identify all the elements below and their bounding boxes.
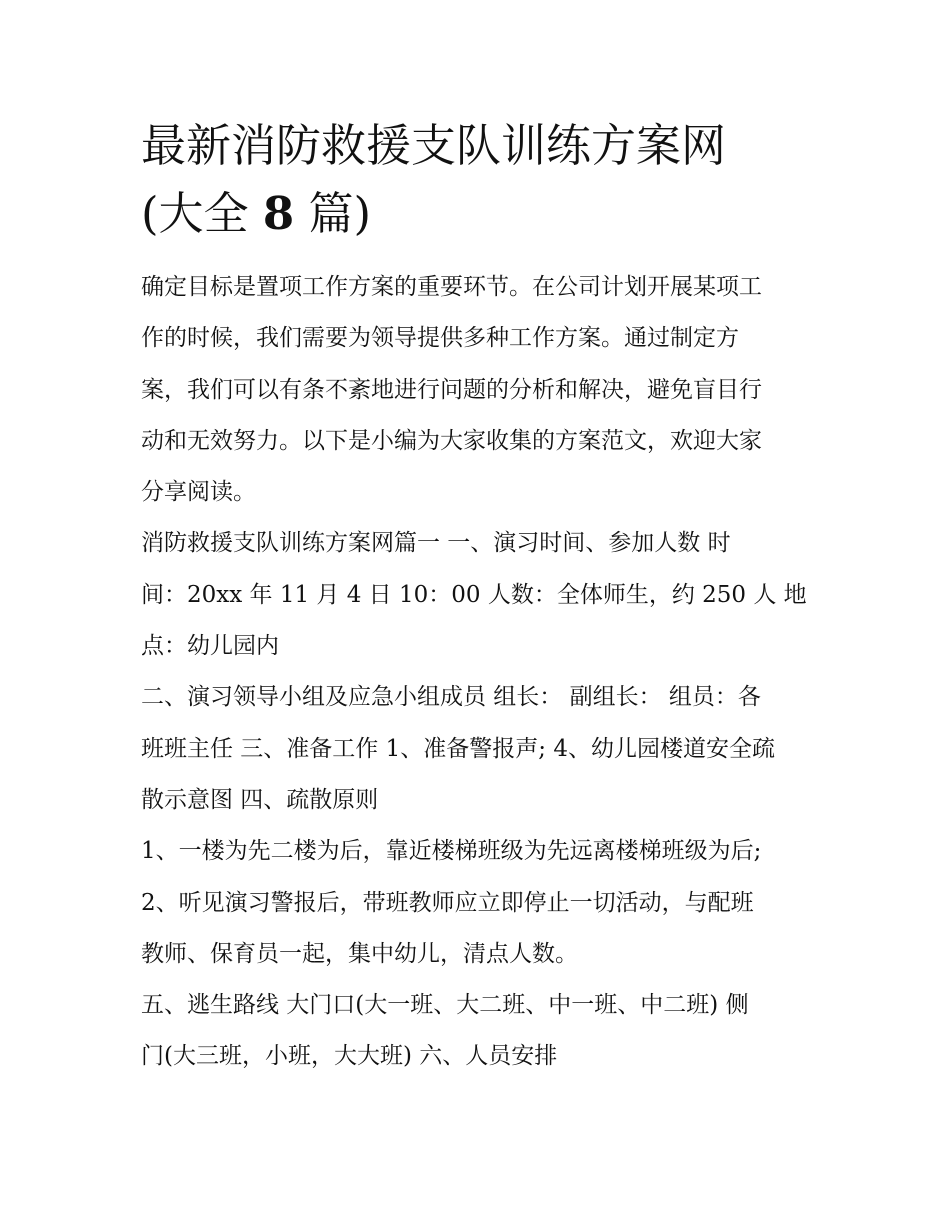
paragraph-line: 门(大三班，小班，大大班) 六、人员安排 bbox=[141, 1043, 558, 1070]
principle-one-paragraph bbox=[141, 826, 821, 877]
title-line-2 bbox=[141, 180, 821, 248]
paragraph-line: 2、听见演习警报后，带班教师应立即停止一切活动，与配班 bbox=[141, 889, 754, 916]
intro-paragraph bbox=[141, 262, 821, 518]
section-two-paragraph bbox=[141, 672, 821, 826]
paragraph-line: 间：20xx 年 11 月 4 日 10：00 人数：全体师生，约 250 人 地 bbox=[141, 581, 807, 608]
title-prefix: (大全 bbox=[141, 187, 263, 240]
section-one-paragraph bbox=[141, 518, 821, 672]
paragraph-line: 确定目标是置项工作方案的重要环节。在公司计划开展某项工 bbox=[141, 274, 762, 300]
paragraph-line: 点：幼儿园内 bbox=[141, 633, 279, 660]
paragraph-line: 消防救援支队训练方案网篇一 一、演习时间、参加人数 时 bbox=[141, 530, 731, 557]
principle-two-paragraph bbox=[141, 878, 821, 981]
section-five-paragraph bbox=[141, 980, 821, 1083]
paragraph-line: 五、逃生路线 大门口(大一班、大二班、中一班、中二班) 侧 bbox=[141, 992, 749, 1019]
document-page bbox=[141, 112, 821, 1083]
paragraph-line: 动和无效努力。以下是小编为大家收集的方案范文，欢迎大家 bbox=[141, 427, 762, 454]
paragraph-line: 二、演习领导小组及应急小组成员 组长： 副组长： 组员：各 bbox=[141, 684, 761, 711]
paragraph-line: 班班主任 三、准备工作 1、准备警报声; 4、幼儿园楼道安全疏 bbox=[141, 735, 775, 762]
document-title bbox=[141, 112, 821, 248]
paragraph-line: 1、一楼为先二楼为后，靠近楼梯班级为先远离楼梯班级为后; bbox=[141, 838, 762, 865]
document-body bbox=[141, 262, 821, 1083]
paragraph-line: 教师、保育员一起，集中幼儿，清点人数。 bbox=[141, 940, 578, 967]
paragraph-line: 案，我们可以有条不紊地进行问题的分析和解决，避免盲目行 bbox=[141, 376, 762, 403]
paragraph-line: 分享阅读。 bbox=[141, 479, 256, 506]
title-count: 8 bbox=[262, 187, 295, 240]
title-line-1: 最新消防救援支队训练方案网 bbox=[141, 119, 727, 172]
paragraph-line: 散示意图 四、疏散原则 bbox=[141, 786, 379, 813]
paragraph-line: 作的时候，我们需要为领导提供多种工作方案。通过制定方 bbox=[141, 325, 739, 352]
title-suffix: 篇) bbox=[294, 187, 372, 240]
